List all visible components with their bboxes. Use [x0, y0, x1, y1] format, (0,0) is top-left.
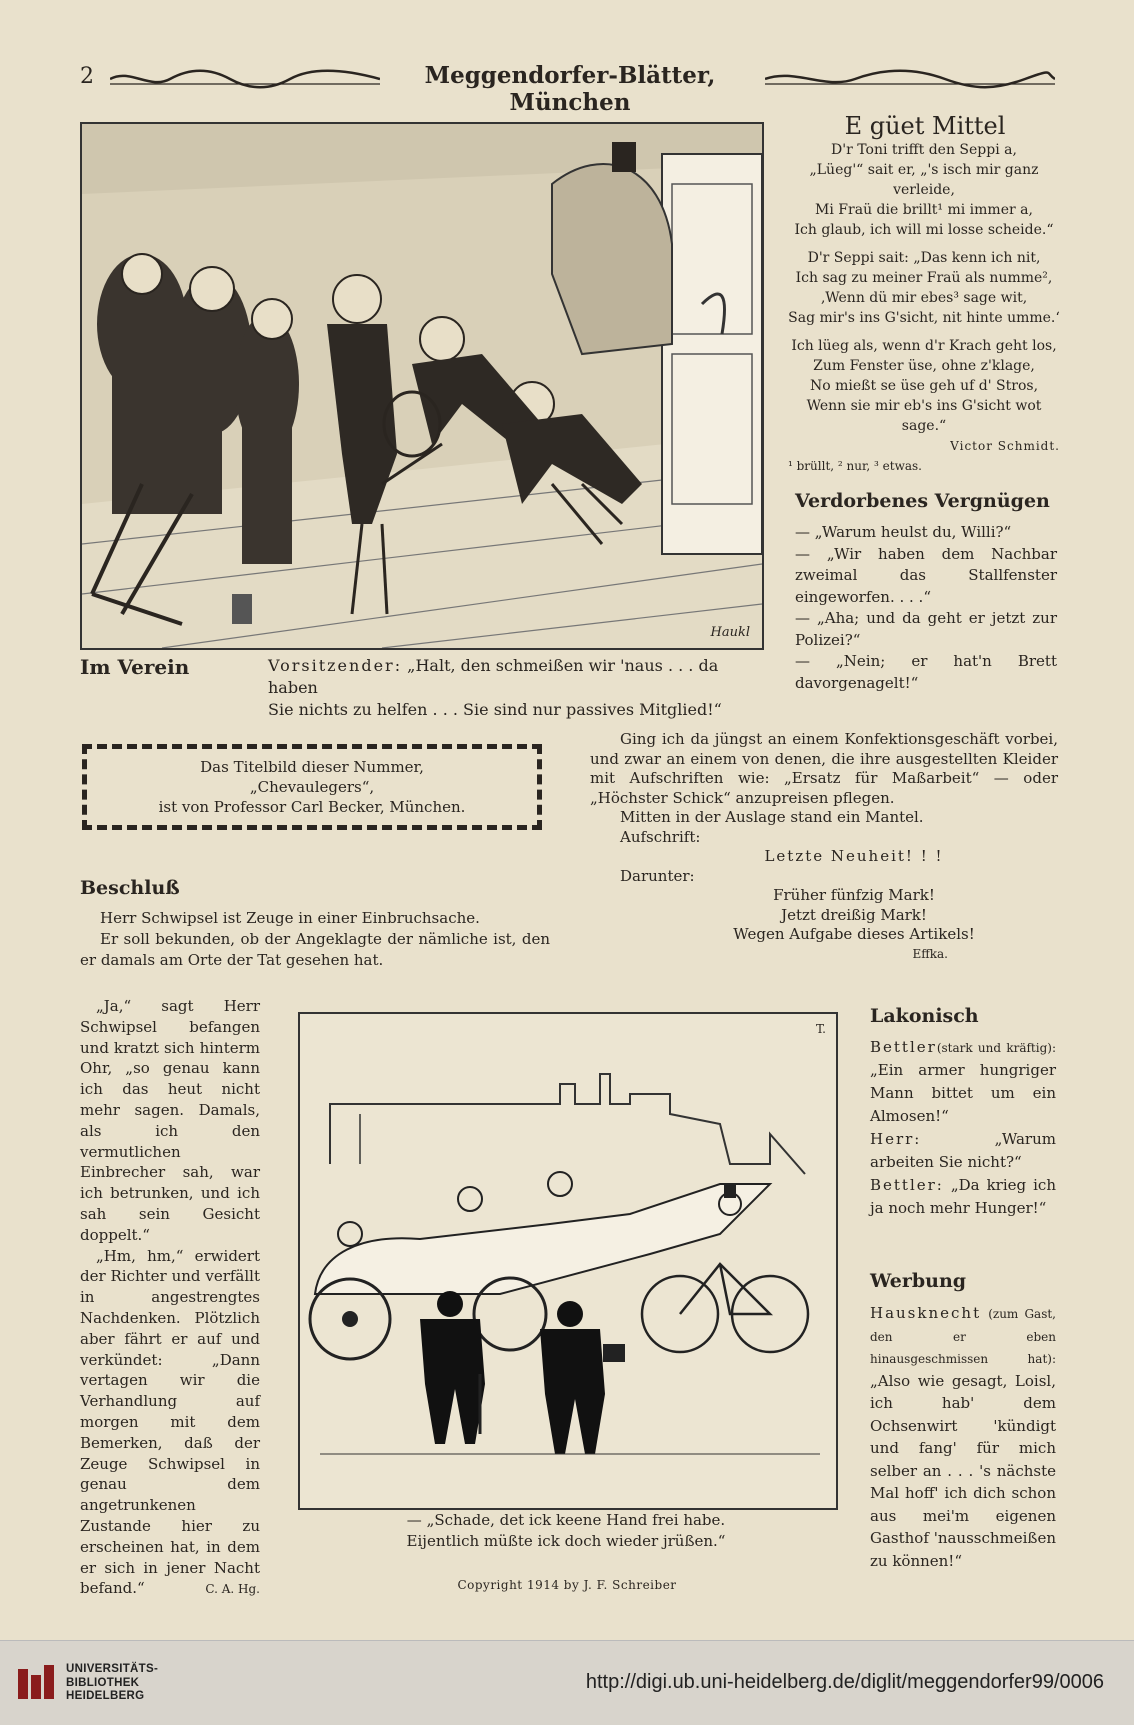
konfektion-sign1: Letzte Neuheit! ! ! [764, 847, 944, 865]
poem-line: Sag mir's ins G'sicht, nit hinte umme.‘ [788, 310, 1060, 326]
cartoon1-caption [268, 655, 768, 721]
konfektion-sign4: Wegen Aufgabe dieses Artikels! [733, 925, 975, 943]
cartoon2-caption [298, 1510, 834, 1552]
page-number: 2 [80, 64, 94, 89]
lakonisch-body [870, 1036, 1056, 1220]
beschluss-p2: Er soll bekunden, ob der Angeklagte der nämliche ist, den er damals am Orte der Tat gesehen hat. [80, 930, 550, 969]
poem-line: Ich glaub, ich will mi losse scheide.“ [794, 222, 1054, 238]
cartoon-automobil [298, 1012, 838, 1510]
poem-line: D'r Toni trifft den Seppi a, [831, 142, 1017, 158]
cartoon1-caption-line1: „Halt, den schmeißen wir 'naus . . . da haben [268, 656, 719, 697]
header-ornament-right [765, 68, 1055, 90]
lakonisch-speaker2: Herr: [870, 1130, 922, 1148]
poem-body [788, 140, 1060, 476]
werbung-speaker: Hausknecht [870, 1304, 982, 1322]
lakonisch-line2: „Warum arbeiten Sie nicht?“ [870, 1130, 1056, 1171]
konfektion-paragraph: Ging ich da jüngst an einem Konfektionsgeschäft vorbei, und zwar an einem von denen, die ihre ausgestellten Kleider mit Aufschriften wie: „Ersatz für Maßarbeit“ — oder „Höchster Schick“ anzupreisen pflegen. [590, 730, 1058, 807]
cartoon1-caption-speaker: Vorsitzender: [268, 656, 403, 675]
poem-line: ‚Wenn dü mir ebes³ sage wit, [820, 290, 1028, 306]
street-illustration [300, 1014, 836, 1508]
konfektion-article [590, 730, 1058, 964]
running-title: Meggendorfer-Blätter, München [424, 62, 716, 116]
konfektion-label2: Darunter: [620, 866, 695, 885]
dialogue-line: — „Nein; er hat'n Brett davorgenagelt!“ [795, 652, 1057, 692]
notice-line3: ist von Professor Carl Becker, München. [158, 798, 466, 816]
werbung-title: Werbung [870, 1270, 967, 1292]
library-name-line: HEIDELBERG [66, 1690, 145, 1702]
cartoon1-caption-line2: Sie nichts zu helfen . . . Sie sind nur passives Mitglied!“ [268, 700, 722, 719]
library-name-line: UNIVERSITÄTS- [66, 1663, 159, 1675]
dialogue-line: — „Aha; und da geht er jetzt zur Polizei?“ [795, 609, 1057, 649]
beschluss-intro-2 [80, 929, 550, 970]
poem-line: Ich sag zu meiner Fraü als numme², [795, 270, 1053, 286]
lakonisch-line1: „Ein armer hungriger Mann bittet um ein Almosen!“ [870, 1061, 1056, 1125]
verdorbenes-title: Verdorbenes Vergnügen [795, 490, 1050, 512]
notice-line1: Das Titelbild dieser Nummer, [200, 758, 424, 776]
notice-line2: „Chevaulegers“, [249, 778, 375, 796]
poem-line: Wenn sie mir eb's ins G'sicht wot sage.“ [806, 398, 1042, 434]
poem-footnotes: ¹ brüllt, ² nur, ³ etwas. [788, 459, 922, 473]
cartoon1-signature: Haukl [710, 625, 750, 640]
permalink-url[interactable]: http://digi.ub.uni-heidelberg.de/diglit/meggendorfer99/0006 [585, 1671, 1104, 1693]
cartoon-im-verein [80, 122, 764, 650]
poem-author: Victor Schmidt. [950, 439, 1060, 453]
werbung-text: „Also wie gesagt, Loisl, ich hab' dem Ochsenwirt 'kündigt und fang' für mich selber an . . . 's nächste Mal hoff' ich dich schon aus mei'm eigenen Gasthof 'nausschmeißen zu können!“ [870, 1371, 1056, 1570]
copyright: Copyright 1914 by J. F. Schreiber [457, 1578, 677, 1592]
lakonisch-line3: „Da krieg ich ja noch mehr Hunger!“ [870, 1176, 1056, 1217]
poem-line: „Lüeg'“ sait er, „'s isch mir ganz verleide, [809, 162, 1039, 198]
poem-line: No mießt se üse geh uf d' Stros, [809, 378, 1039, 394]
beschluss-p1: Herr Schwipsel ist Zeuge in einer Einbruchsache. [100, 909, 480, 927]
lakonisch-title: Lakonisch [870, 1005, 979, 1027]
cartoon2-caption-line1: — „Schade, det ick keene Hand frei habe. [406, 1511, 726, 1529]
werbung-body [870, 1302, 1056, 1572]
konfektion-sign2: Früher fünfzig Mark! [773, 886, 935, 904]
dialogue-line: — „Wir haben dem Nachbar zweimal das Stallfenster eingeworfen. . . .“ [795, 544, 1057, 606]
konfektion-line2: Mitten in der Auslage stand ein Mantel. [620, 808, 924, 826]
poem-line: Mi Fraü die brillt¹ mi immer a, [815, 202, 1033, 218]
konfektion-author: Effka. [912, 946, 948, 961]
cartoon1-caption-title: Im Verein [80, 655, 190, 679]
title-image-notice [82, 744, 542, 830]
poem-stanza-3 [788, 336, 1060, 436]
poem-line: Ich lüeg als, wenn d'r Krach geht los, [791, 338, 1057, 354]
lakonisch-speaker1: Bettler [870, 1038, 937, 1056]
poem-stanza-2 [788, 248, 1060, 328]
beschluss-intro [80, 908, 550, 928]
poem-title: E güet Mittel [844, 112, 1006, 140]
konfektion-label1: Aufschrift: [620, 827, 701, 846]
beschluss-title: Beschluß [80, 877, 180, 899]
konfektion-sign3: Jetzt dreißig Mark! [781, 905, 927, 924]
library-name [66, 1663, 158, 1704]
werbung-stage: (zum Gast, den er eben hinausgeschmissen hat): [870, 1307, 1056, 1366]
viewer-footer [0, 1640, 1134, 1725]
poem-line: Zum Fenster üse, ohne z'klage, [813, 358, 1035, 374]
beschluss-p4: „Hm, hm,“ erwidert der Richter und verfällt in angestrengtes Nachdenken. Plötzlich aber fährt er auf und verkündet: „Dann vertagen wir die Verhandlung auf morgen mit dem Bemerken, daß der Zeuge Schwipsel in genau dem angetrunkenen Zustande hier zu erscheinen hat, in dem er sich in jener Nacht befand.“ [80, 1246, 260, 1598]
brawl-illustration [82, 124, 762, 648]
poem-stanza-1 [788, 140, 1060, 240]
beschluss-p3: „Ja,“ sagt Herr Schwipsel befangen und kratzt sich hinterm Ohr, „so genau kann ich das heut nicht mehr sagen. Damals, als ich den vermutlichen Einbrecher sah, war ich betrunken, und ich sah sein Gesicht doppelt.“ [80, 997, 260, 1244]
beschluss-author: C. A. Hg. [205, 1582, 260, 1597]
university-library-logo-icon [14, 1663, 58, 1707]
poem-line: D'r Seppi sait: „Das kenn ich nit, [807, 250, 1041, 266]
lakonisch-speaker3: Bettler: [870, 1176, 944, 1194]
verdorbenes-body [795, 522, 1057, 694]
dialogue-line: — „Warum heulst du, Willi?“ [795, 523, 1012, 541]
lakonisch-stage1: (stark und kräftig): [936, 1041, 1056, 1055]
beschluss-column [80, 996, 260, 1600]
cartoon2-signature: T. [815, 1022, 826, 1036]
header-ornament-left [110, 68, 380, 90]
cartoon2-caption-line2: Eijentlich müßte ick doch wieder jrüßen.“ [406, 1532, 726, 1550]
library-name-line: BIBLIOTHEK [66, 1676, 140, 1689]
